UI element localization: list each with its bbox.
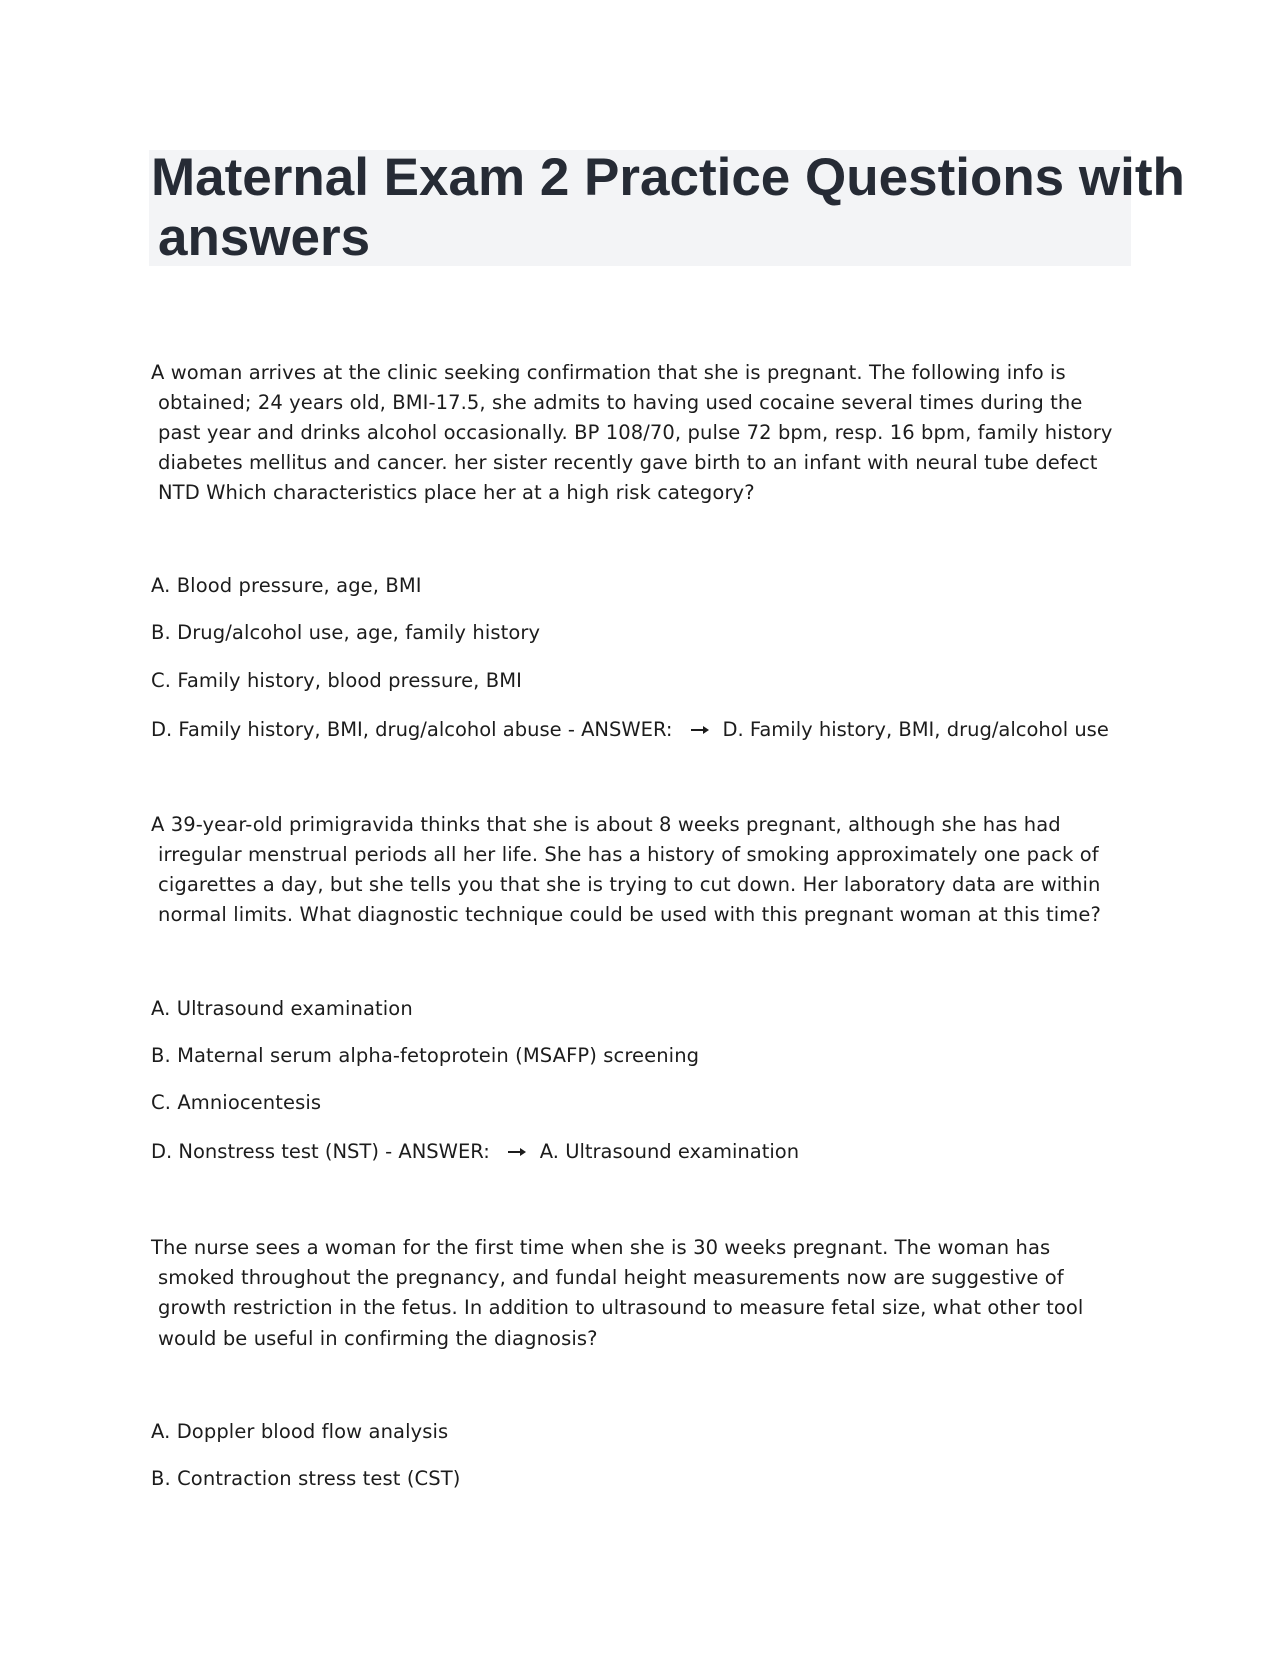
question-2-stem-line-2: irregular menstrual periods all her life. She has a history of smoking approximately one pack of [158, 843, 1099, 866]
question-2-answer: A. Ultrasound examination [539, 1140, 800, 1163]
question-3-stem-line-1: The nurse sees a woman for the first time when she is 30 weeks pregnant. The woman has [151, 1236, 1051, 1259]
question-2-option-a: A. Ultrasound examination [151, 997, 413, 1020]
question-3-stem-line-3: growth restriction in the fetus. In addition to ultrasound to measure fetal size, what other tool [158, 1296, 1084, 1319]
question-2-option-b: B. Maternal serum alpha-fetoprotein (MSAFP) screening [151, 1044, 700, 1067]
question-1-stem-line-5: NTD Which characteristics place her at a high risk category? [158, 481, 755, 504]
question-1-option-a: A. Blood pressure, age, BMI [151, 574, 422, 597]
question-1-option-d: D. Family history, BMI, drug/alcohol abuse - ANSWER: [151, 718, 673, 741]
question-1-stem-line-3: past year and drinks alcohol occasionally. BP 108/70, pulse 72 bpm, resp. 16 bpm, family history [158, 421, 1113, 444]
question-3-stem-line-2: smoked throughout the pregnancy, and fundal height measurements now are suggestive of [158, 1266, 1064, 1289]
document-title-line-1: Maternal Exam 2 Practice Questions with [151, 148, 1185, 207]
question-1-option-c: C. Family history, blood pressure, BMI [151, 669, 523, 692]
question-1-stem-line-2: obtained; 24 years old, BMI-17.5, she admits to having used cocaine several times during the [158, 391, 1083, 414]
question-3-stem-line-4: would be useful in confirming the diagnosis? [158, 1327, 598, 1350]
question-1-answer: D. Family history, BMI, drug/alcohol use [722, 718, 1109, 741]
question-3-option-b: B. Contraction stress test (CST) [151, 1467, 461, 1490]
question-2-stem-line-4: normal limits. What diagnostic technique could be used with this pregnant woman at this time? [158, 903, 1101, 926]
question-1-option-b: B. Drug/alcohol use, age, family history [151, 621, 541, 644]
document-title-line-2: answers [158, 208, 371, 267]
right-arrow-icon [691, 725, 709, 735]
question-2-option-d: D. Nonstress test (NST) - ANSWER: [151, 1140, 490, 1163]
right-arrow-icon [508, 1147, 526, 1157]
question-2-stem-line-1: A 39-year-old primigravida thinks that she is about 8 weeks pregnant, although she has had [151, 813, 1061, 836]
question-2-option-d-with-answer [151, 1137, 799, 1167]
question-1-stem-line-1: A woman arrives at the clinic seeking confirmation that she is pregnant. The following info is [151, 361, 1066, 384]
question-3-option-a: A. Doppler blood flow analysis [151, 1420, 449, 1443]
question-2-stem-line-3: cigarettes a day, but she tells you that she is trying to cut down. Her laboratory data are within [158, 873, 1101, 896]
question-1-stem-line-4: diabetes mellitus and cancer. her sister recently gave birth to an infant with neural tube defect [158, 451, 1098, 474]
question-2-option-c: C. Amniocentesis [151, 1091, 322, 1114]
question-1-option-d-with-answer [151, 715, 1109, 745]
